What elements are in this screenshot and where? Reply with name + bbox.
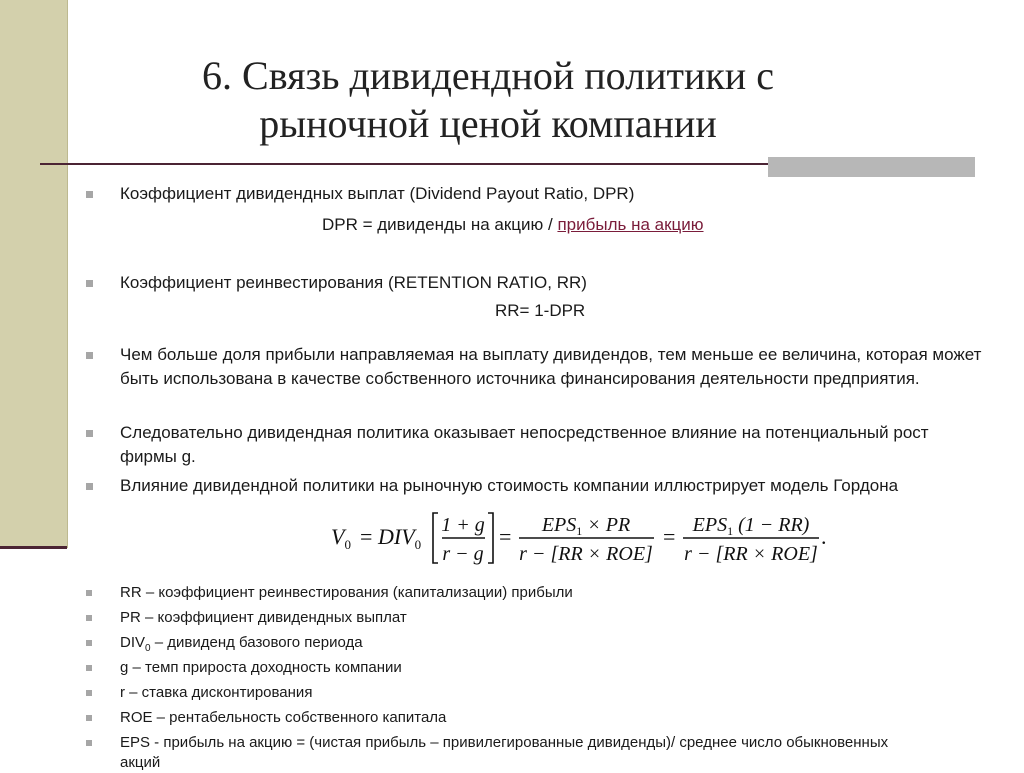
bullet-marker xyxy=(86,615,92,621)
bullet-rr-definition: Коэффициент реинвестирования (RETENTION RATIO, RR) xyxy=(120,273,587,292)
formula-v0: $V_0$ xyxy=(331,524,351,552)
definition-eps-line1: EPS - прибыль на акцию = (чистая прибыль – привилегированные дивиденды)/ среднее число обыкновенных xyxy=(120,734,889,751)
bullet-marker xyxy=(86,715,92,721)
formula-frac2-num: $EPS_1$ × PR xyxy=(541,514,631,538)
formula-right-bracket xyxy=(488,513,493,563)
bullet-dividend-share: Чем больше доля прибыли направляемая на выплату дивидендов, тем меньше ее величина, которая может быть использована в качестве собственного источника финансирования деятельности предприятия. xyxy=(120,345,982,388)
bullet-dpr-definition: Коэффициент дивидендных выплат (Dividend Payout Ratio, DPR) xyxy=(120,184,635,203)
bullet-marker xyxy=(86,740,92,746)
definition-rr: RR – коэффициент реинвестирования (капитализации) прибыли xyxy=(120,584,573,601)
decorative-side-strip xyxy=(0,0,68,548)
title-line-2: рыночной ценой компании xyxy=(259,101,717,146)
bullet-marker xyxy=(86,483,93,490)
definition-r: r – ставка дисконтирования xyxy=(120,684,313,701)
formula-equals-2: = xyxy=(499,524,512,549)
formula-left-bracket xyxy=(433,513,438,563)
bullet-marker xyxy=(86,640,92,646)
bullet-marker xyxy=(86,665,92,671)
bullet-marker xyxy=(86,280,93,287)
formula-equals-1: = xyxy=(360,524,373,549)
definition-roe: ROE – рентабельность собственного капитала xyxy=(120,709,447,726)
formula-frac2-den: r − [RR × ROE] xyxy=(519,543,653,565)
bullet-marker xyxy=(86,191,93,198)
rr-formula: RR= 1-DPR xyxy=(495,301,586,320)
dpr-formula-text: DPR = дивиденды на акцию / xyxy=(322,215,558,234)
bullet-marker xyxy=(86,352,93,359)
page-title xyxy=(120,52,856,148)
formula-equals-3: = xyxy=(663,524,676,549)
formula-frac1-num: 1 + g xyxy=(441,514,485,536)
definition-div0: $DIV_0$ – дивиденд базового периода xyxy=(120,634,363,654)
bullet-marker xyxy=(86,690,92,696)
dpr-formula xyxy=(322,213,704,237)
formula-frac3-num: $EPS_1$ (1 − RR) xyxy=(692,514,810,538)
formula-frac3-den: r − [RR × ROE] xyxy=(684,543,818,565)
title-accent-bar xyxy=(768,157,975,177)
formula-period: . xyxy=(821,524,827,549)
formula-div0: $DIV_0$ xyxy=(378,524,422,552)
bullet-marker xyxy=(86,590,92,596)
bullet-marker xyxy=(86,430,93,437)
eps-link[interactable]: прибыль на акцию xyxy=(557,215,704,234)
side-strip-underline xyxy=(0,546,67,549)
bullet-growth-impact: Следовательно дивидендная политика оказывает непосредственное влияние на потенциальный рост фирмы g. xyxy=(120,423,929,466)
formula-frac1-den: r − g xyxy=(442,543,484,565)
title-line-1: 6. Связь дивидендной политики с xyxy=(202,53,774,98)
bullet-gordon-model: Влияние дивидендной политики на рыночную стоимость компании иллюстрирует модель Гордона xyxy=(120,476,899,495)
definition-pr: PR – коэффициент дивидендных выплат xyxy=(120,609,407,626)
gordon-formula xyxy=(329,507,847,569)
definition-g: g – темп прироста доходность компании xyxy=(120,659,402,676)
definition-eps-line2: акций xyxy=(120,754,161,771)
